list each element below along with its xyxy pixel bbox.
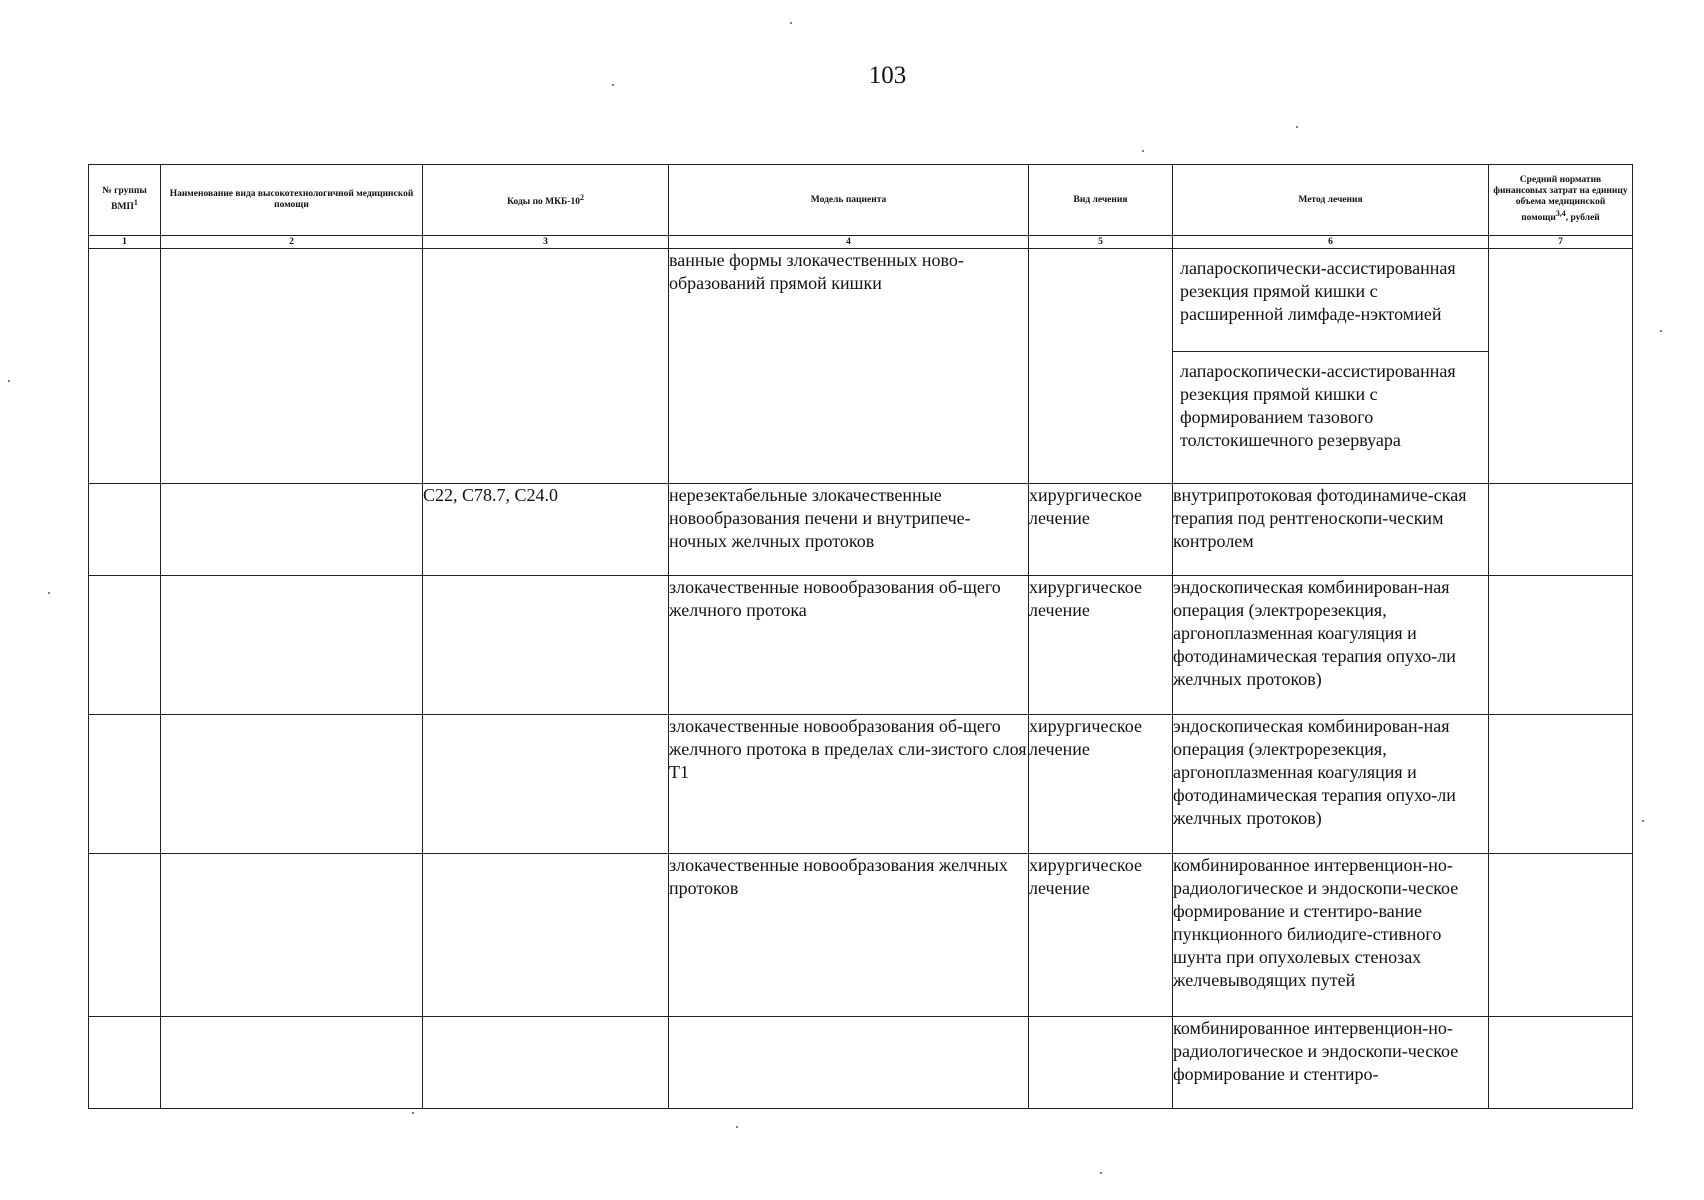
header-row [89, 165, 1633, 236]
care-type-cell [161, 249, 423, 484]
group-number-cell [89, 249, 161, 484]
page-number: 103 [868, 62, 907, 89]
treatment-method-cell [1173, 249, 1489, 484]
cost-norm-cell [1489, 576, 1633, 715]
icd-codes-cell [423, 576, 669, 715]
treatment-method-cell: эндоскопическая комбинирован-ная операция (электрорезекция, аргоноплазменная коагуляция и фотодинамическая терапия опухо-ли желчных протоков) [1173, 576, 1489, 715]
scan-speck [1660, 330, 1662, 332]
treatment-method-item: лапароскопически-ассистированная резекция прямой кишки с формированием тазового толстокишечного резервуара [1180, 361, 1456, 450]
column-number-row [89, 236, 1633, 249]
column-number: 4 [669, 236, 1029, 249]
header-care-type-name: Наименование вида высокотехнологичной медицинской помощи [161, 165, 423, 236]
header-patient-model: Модель пациента [669, 165, 1029, 236]
header-cost-norm: Средний норматив финансовых затрат на единицу объема медицинской помощи$^{3,4}$, рублей [1489, 165, 1633, 236]
cost-norm-cell [1489, 715, 1633, 854]
scan-speck [48, 592, 50, 594]
patient-model-cell: злокачественные новообразования об-щего желчного протока в пределах сли-зистого слоя T1 [669, 715, 1029, 854]
group-number-cell [89, 715, 161, 854]
table-row [89, 249, 1633, 484]
patient-model-cell: ванные формы злокачественных ново-образований прямой кишки [669, 249, 1029, 484]
patient-model-cell: злокачественные новообразования желчных протоков [669, 854, 1029, 1017]
table-row [89, 715, 1633, 854]
treatment-type-cell [1029, 249, 1173, 484]
icd-codes-cell [423, 854, 669, 1017]
column-number: 6 [1173, 236, 1489, 249]
care-type-cell [161, 715, 423, 854]
treatment-method-cell: внутрипротоковая фотодинамиче-ская терапия под рентгеноскопи-ческим контролем [1173, 484, 1489, 576]
scan-speck [790, 22, 792, 24]
header-icd-codes: Коды по МКБ-$10^2$ [423, 165, 669, 236]
column-number: 7 [1489, 236, 1633, 249]
column-number: 2 [161, 236, 423, 249]
treatment-type-cell: хирургическое лечение [1029, 576, 1173, 715]
scan-speck [1100, 1172, 1102, 1174]
treatment-type-cell: хирургическое лечение [1029, 854, 1173, 1017]
care-type-cell [161, 854, 423, 1017]
cost-norm-cell [1489, 484, 1633, 576]
cost-norm-cell [1489, 1017, 1633, 1109]
table-row [89, 576, 1633, 715]
column-number: 3 [423, 236, 669, 249]
group-number-cell [89, 576, 161, 715]
icd-codes-cell [423, 715, 669, 854]
patient-model-cell: злокачественные новообразования об-щего желчного протока [669, 576, 1029, 715]
care-type-cell [161, 1017, 423, 1109]
care-type-cell [161, 484, 423, 576]
header-treatment-type: Вид лечения [1029, 165, 1173, 236]
medical-care-table [88, 164, 1633, 1109]
group-number-cell [89, 854, 161, 1017]
care-type-cell [161, 576, 423, 715]
scan-speck [1296, 126, 1298, 128]
icd-codes-cell: C22, C78.7, C24.0 [423, 484, 669, 576]
header-group-number: № группы ВМП$^1$ [89, 165, 161, 236]
treatment-type-cell: хирургическое лечение [1029, 715, 1173, 854]
table-row [89, 484, 1633, 576]
treatment-type-cell [1029, 1017, 1173, 1109]
column-number: 5 [1029, 236, 1173, 249]
scan-speck [8, 380, 10, 382]
scan-speck [1642, 820, 1644, 822]
column-number: 1 [89, 236, 161, 249]
group-number-cell [89, 484, 161, 576]
cost-norm-cell [1489, 249, 1633, 484]
cost-norm-cell [1489, 854, 1633, 1017]
table-row [89, 854, 1633, 1017]
patient-model-cell: нерезектабельные злокачественные новообразования печени и внутрипече-ночных желчных протоков [669, 484, 1029, 576]
header-treatment-method: Метод лечения [1173, 165, 1489, 236]
treatment-method-cell: эндоскопическая комбинирован-ная операция (электрорезекция, аргоноплазменная коагуляция и фотодинамическая терапия опухо-ли желчных протоков) [1173, 715, 1489, 854]
icd-codes-cell [423, 249, 669, 484]
scan-speck [412, 1112, 414, 1114]
scan-speck [736, 1126, 738, 1128]
group-number-cell [89, 1017, 161, 1109]
icd-codes-cell [423, 1017, 669, 1109]
treatment-method-cell: комбинированное интервенцион-но-радиологическое и эндоскопи-ческое формирование и стентиро-вание пункционного билиодиге-стивного шунта при опухолевых стенозах желчевыводящих путей [1173, 854, 1489, 1017]
treatment-type-cell: хирургическое лечение [1029, 484, 1173, 576]
treatment-method-item: лапароскопически-ассистированная резекция прямой кишки с расширенной лимфаде-нэктомией [1173, 249, 1488, 352]
patient-model-cell [669, 1017, 1029, 1109]
scan-speck [1142, 150, 1144, 152]
treatment-method-cell: комбинированное интервенцион-но-радиологическое и эндоскопи-ческое формирование и стентиро- [1173, 1017, 1489, 1109]
scan-speck [612, 84, 614, 86]
table-row [89, 1017, 1633, 1109]
